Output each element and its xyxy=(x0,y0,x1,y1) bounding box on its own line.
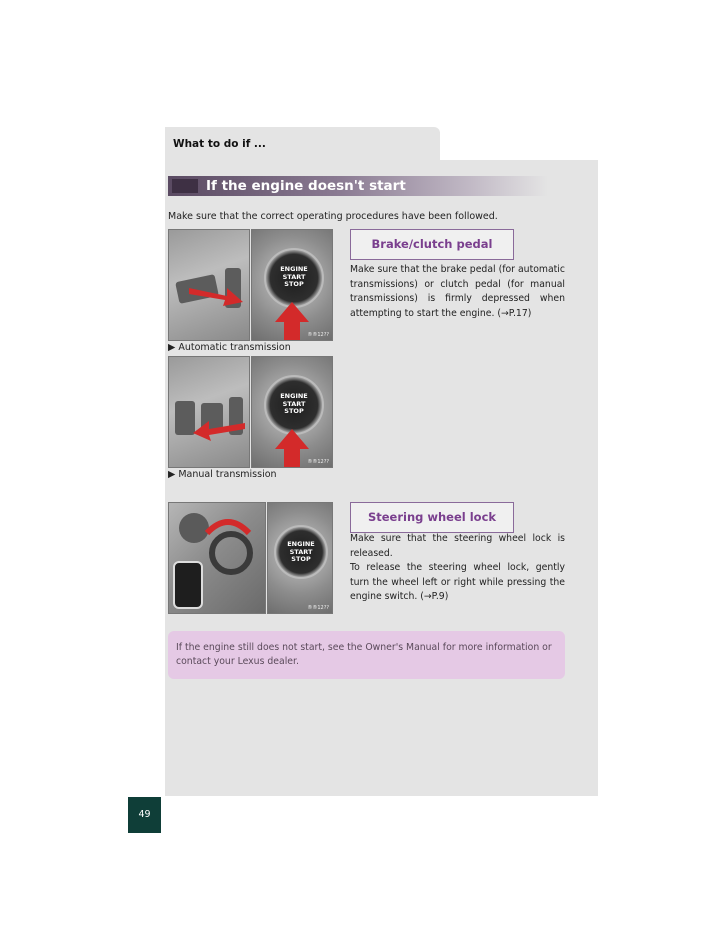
steering-switch-photo xyxy=(267,502,333,614)
engine-switch-label: ENGINE START STOP xyxy=(280,265,308,288)
steering-wheel xyxy=(209,531,253,575)
title-swatch xyxy=(172,179,198,193)
engine-switch-button xyxy=(264,375,324,435)
info-note-text: If the engine still does not start, see the Owner's Manual for more information or contact your Lexus dealer. xyxy=(176,642,552,667)
engine-switch-button xyxy=(264,248,324,308)
rotate-arrow-icon xyxy=(203,515,253,537)
red-arrow-up-icon xyxy=(275,302,309,322)
manual-pedal-photo xyxy=(168,356,250,468)
page-title: If the engine doesn't start xyxy=(206,178,406,194)
manual-switch-photo xyxy=(251,356,333,468)
brake-clutch-text: Make sure that the brake pedal (for automatic transmissions) or clutch pedal (for manual transmissions) is firmly depressed when attempting to start the engine. (→P.17) xyxy=(350,264,565,319)
image-code: ®®12?? xyxy=(307,459,329,465)
steering-lock-heading: Steering wheel lock xyxy=(350,502,514,533)
intro-text: Make sure that the correct operating procedures have been followed. xyxy=(168,211,498,222)
image-code: ®®12?? xyxy=(307,332,329,338)
page-number: 49 xyxy=(128,797,161,833)
red-arrow-stem xyxy=(284,322,300,340)
red-arrow-stem xyxy=(284,449,300,467)
caption-automatic: ▶ Automatic transmission xyxy=(168,342,291,353)
section-header-label: What to do if ... xyxy=(173,138,266,150)
red-arrow-icon xyxy=(187,282,245,308)
automatic-switch-photo xyxy=(251,229,333,341)
steering-wheel-photo xyxy=(168,502,266,614)
steering-lock-text-2: To release the steering wheel lock, gently turn the wheel left or right while pressing the engine switch. (→P.9) xyxy=(350,562,565,602)
engine-switch-label: ENGINE START STOP xyxy=(280,392,308,415)
red-arrow-icon xyxy=(191,417,247,443)
image-code: ®®12?? xyxy=(307,605,329,611)
red-arrow-up-icon xyxy=(275,429,309,449)
smart-key-icon xyxy=(173,561,203,609)
title-bar xyxy=(168,176,548,196)
engine-switch-label: ENGINE START STOP xyxy=(287,540,315,563)
engine-switch-button xyxy=(274,525,328,579)
steering-lock-text-1: Make sure that the steering wheel lock is released. xyxy=(350,533,565,559)
automatic-pedal-photo xyxy=(168,229,250,341)
caption-manual: ▶ Manual transmission xyxy=(168,469,277,480)
info-note-box xyxy=(168,631,565,679)
section-header-tab xyxy=(165,127,440,167)
brake-clutch-heading: Brake/clutch pedal xyxy=(350,229,514,260)
